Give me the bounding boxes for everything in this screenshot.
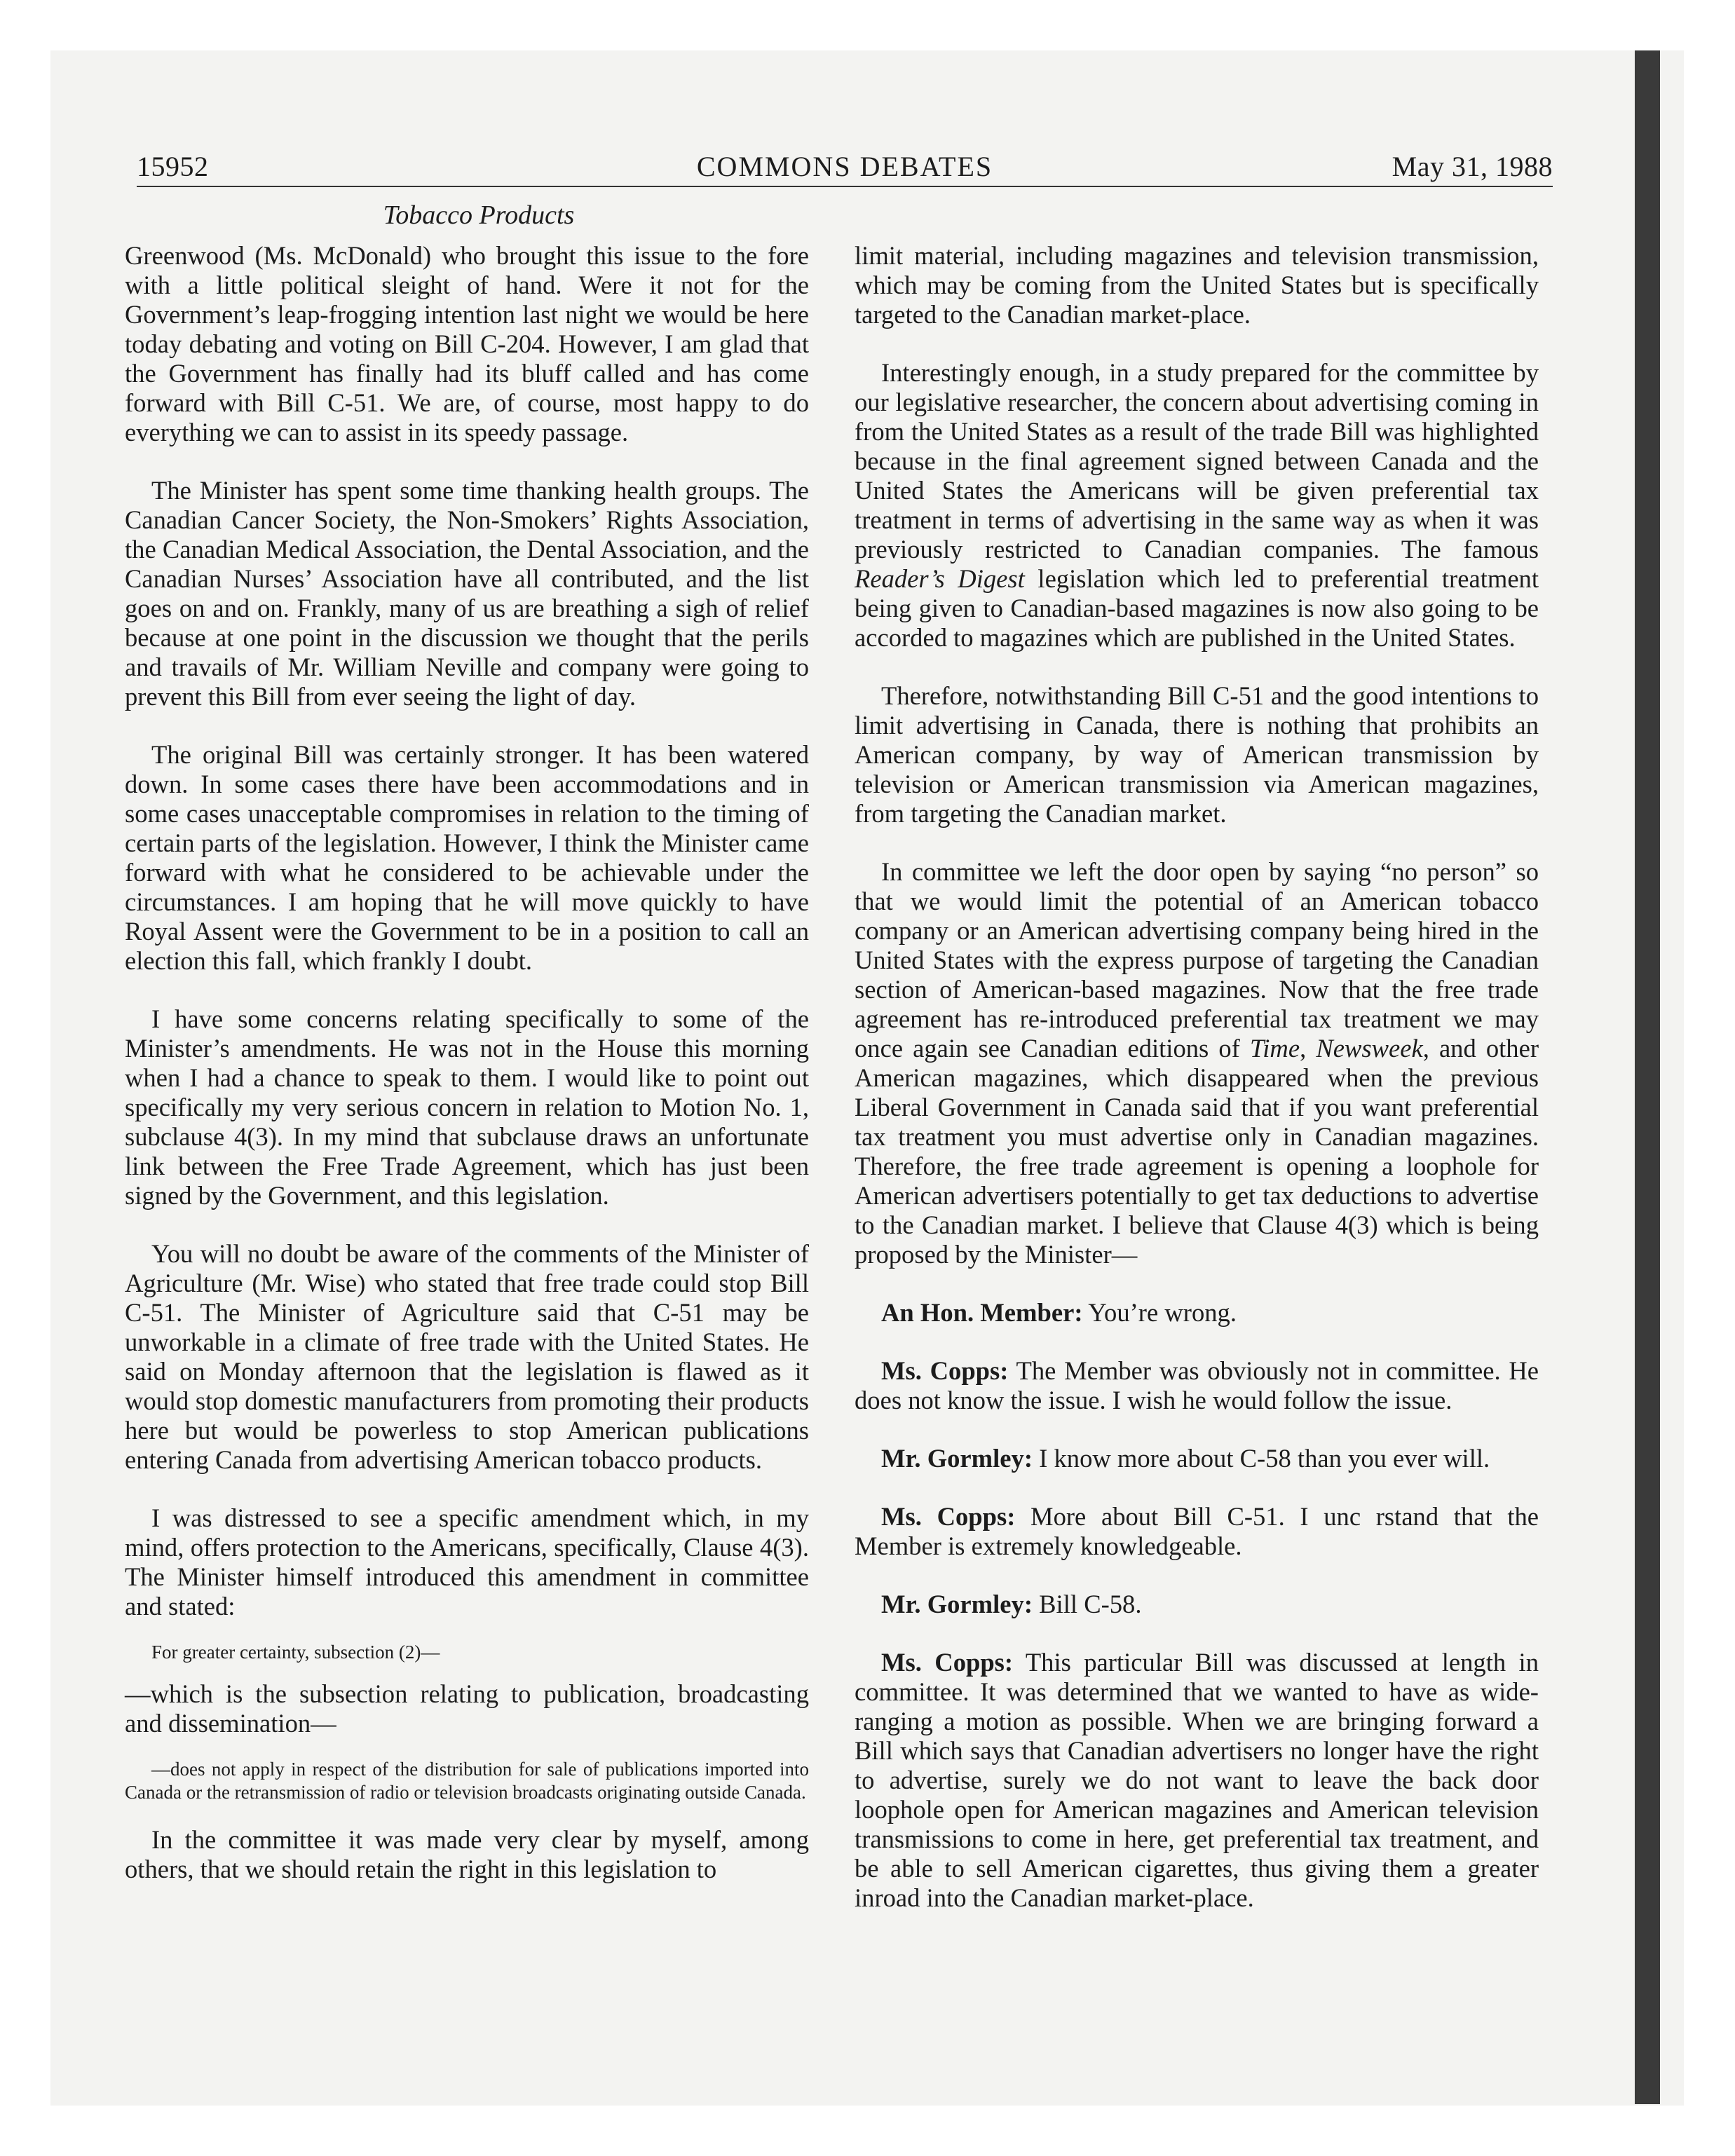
paragraph: Therefore, notwithstanding Bill C-51 and the good intentions to limit advertising in Canada, there is nothing that prohibits an American company, by way of American transmission by television or American transmission via American magazines, from targeting the Canadian market. — [855, 681, 1539, 828]
publication-date: May 31, 1988 — [1392, 151, 1553, 182]
speaker-name: Mr. Gormley: — [881, 1590, 1033, 1618]
speaker-entry — [855, 1590, 1539, 1619]
header-rule — [137, 186, 1553, 187]
paragraph: You will no doubt be aware of the comments of the Minister of Agriculture (Mr. Wise) who stated that free trade could stop Bill C-51. The Minister of Agriculture said that C-51 may be unworkable in a climate of free trade with the United States. He said on Monday afternoon that the legislation is flawed as it would stop domestic manufacturers from promoting their products here but would be powerless to stop American publications entering Canada from advertising American tobacco products. — [125, 1239, 809, 1474]
italic-title: Reader’s Digest — [855, 564, 1025, 593]
speech-text: Bill C-58. — [1033, 1590, 1142, 1618]
paragraph: In the committee it was made very clear by myself, among others, that we should retain the right in this legislation to — [125, 1825, 809, 1883]
speaker-entry — [855, 1502, 1539, 1561]
section-subheading: Tobacco Products — [383, 200, 575, 230]
paragraph: The Minister has spent some time thanking health groups. The Canadian Cancer Society, the Non-Smokers’ Rights Association, the Canadian Medical Association, the Dental Association, and the Canadian Nurses’ Association have all contributed, and the list goes on and on. Frankly, many of us are breathing a sigh of relief because at one point in the discussion we thought that the perils and travails of Mr. William Neville and company were going to prevent this Bill from ever seeing the light of day. — [125, 476, 809, 711]
page-number: 15952 — [137, 151, 209, 182]
speech-text: This particular Bill was discussed at length in committee. It was determined that we wanted to have as wide-ranging a motion as possible. When we are bringing forward a Bill which says that Canadian advertisers no longer have the right to advertise, surely we do not want to leave the back door loophole open for American magazines and American television transmissions to come in here, get preferential tax treatment, and be able to sell American cigarettes, thus giving them a greater inroad into the Canadian market-place. — [855, 1648, 1539, 1912]
text-run: legislation which led to preferential treatment being given to Canadian-based magazines is now also going to be accorded to magazines which are published in the United States. — [855, 564, 1539, 652]
speech-text: The Member was obviously not in committee. He does not know the issue. I wish he would follow the issue. — [855, 1356, 1539, 1414]
paragraph: The original Bill was certainly stronger. It has been watered down. In some cases there have been accommodations and in some cases unacceptable compromises in relation to the timing of certain parts of the legislation. However, I think the Minister came forward with what he considered to be achievable under the circumstances. I am hoping that he will move quickly to have Royal Assent were the Government to be in a position to call an election this fall, which frankly I doubt. — [125, 740, 809, 975]
paragraph: limit material, including magazines and television transmission, which may be coming from the United States but is specifically targeted to the Canadian market-place. — [855, 241, 1539, 329]
paragraph: Greenwood (Ms. McDonald) who brought this issue to the fore with a little political sleight of hand. Were it not for the Government’s leap-frogging intention last night we would be here today debating and voting on Bill C-204. However, I am glad that the Government has finally had its bluff called and has come forward with Bill C-51. We are, of course, most happy to do everything we can to assist in its speedy passage. — [125, 241, 809, 446]
speaker-entry — [855, 1298, 1539, 1328]
left-column — [125, 241, 809, 1913]
italic-title: Time — [1249, 1034, 1300, 1063]
speech-text: I know more about C-58 than you ever will. — [1033, 1444, 1490, 1473]
speaker-entry — [855, 1356, 1539, 1415]
speaker-name: Ms. Copps: — [881, 1648, 1014, 1677]
paragraph: I was distressed to see a specific amendment which, in my mind, offers protection to the Americans, specifically, Clause 4(3). The Minister himself introduced this amendment in committee and stated: — [125, 1503, 809, 1621]
paragraph: —which is the subsection relating to publication, broadcasting and dissemination— — [125, 1679, 809, 1738]
right-column — [855, 241, 1539, 1942]
text-run: In committee we left the door open by saying “no person” so that we would limit the potential of an American tobacco company or an American advertising company being hired in the United States with the express purpose of targeting the Canadian section of American-based magazines. Now that the free trade agreement has re-introduced preferential tax treatment we may once again see Canadian editions of — [855, 857, 1539, 1063]
speaker-entry — [855, 1444, 1539, 1473]
block-quote: For greater certainty, subsection (2)— — [151, 1642, 440, 1663]
text-run: , — [1300, 1034, 1316, 1063]
speaker-name: Ms. Copps: — [881, 1356, 1009, 1385]
speaker-entry — [855, 1648, 1539, 1913]
speech-text: More about Bill C-51. I unc rstand that the Member is extremely knowledgeable. — [855, 1502, 1539, 1560]
text-run: Interestingly enough, in a study prepared for the committee by our legislative researcher, the concern about advertising coming in from the United States as a result of the trade Bill was highlighted because in the final agreement signed between Canada and the United States the Americans will be given preferential tax treatment in terms of advertising in the same way as when it was previously restricted to Canadian companies. The famous — [855, 358, 1539, 564]
page-header — [137, 149, 1553, 185]
text-run: , and other American magazines, which disappeared when the previous Liberal Government in Canada said that if you want preferential tax treatment you must advertise only in Canadian magazines. Therefore, the free trade agreement is opening a loophole for American advertisers potentially to get tax deductions to advertise to the Canadian market. I believe that Clause 4(3) which is being proposed by the Minister— — [855, 1034, 1539, 1269]
paragraph — [855, 857, 1539, 1269]
block-quote: —does not apply in respect of the distribution for sale of publications imported into Canada or the retransmission of radio or television broadcasts originating outside Canada. — [125, 1759, 809, 1803]
paragraph: I have some concerns relating specifically to some of the Minister’s amendments. He was not in the House this morning when I had a chance to speak to them. I would like to point out specifically my very serious concern in relation to Motion No. 1, subclause 4(3). In my mind that subclause draws an unfortunate link between the Free Trade Agreement, which has just been signed by the Government, and this legislation. — [125, 1004, 809, 1210]
speaker-name: An Hon. Member: — [881, 1298, 1083, 1327]
scan-edge-shadow — [1635, 50, 1660, 2104]
paragraph — [855, 358, 1539, 653]
publication-title: COMMONS DEBATES — [696, 151, 993, 182]
speech-text: You’re wrong. — [1082, 1298, 1237, 1327]
italic-title: Newsweek — [1316, 1034, 1423, 1063]
speaker-name: Ms. Copps: — [881, 1502, 1016, 1531]
speaker-name: Mr. Gormley: — [881, 1444, 1033, 1473]
